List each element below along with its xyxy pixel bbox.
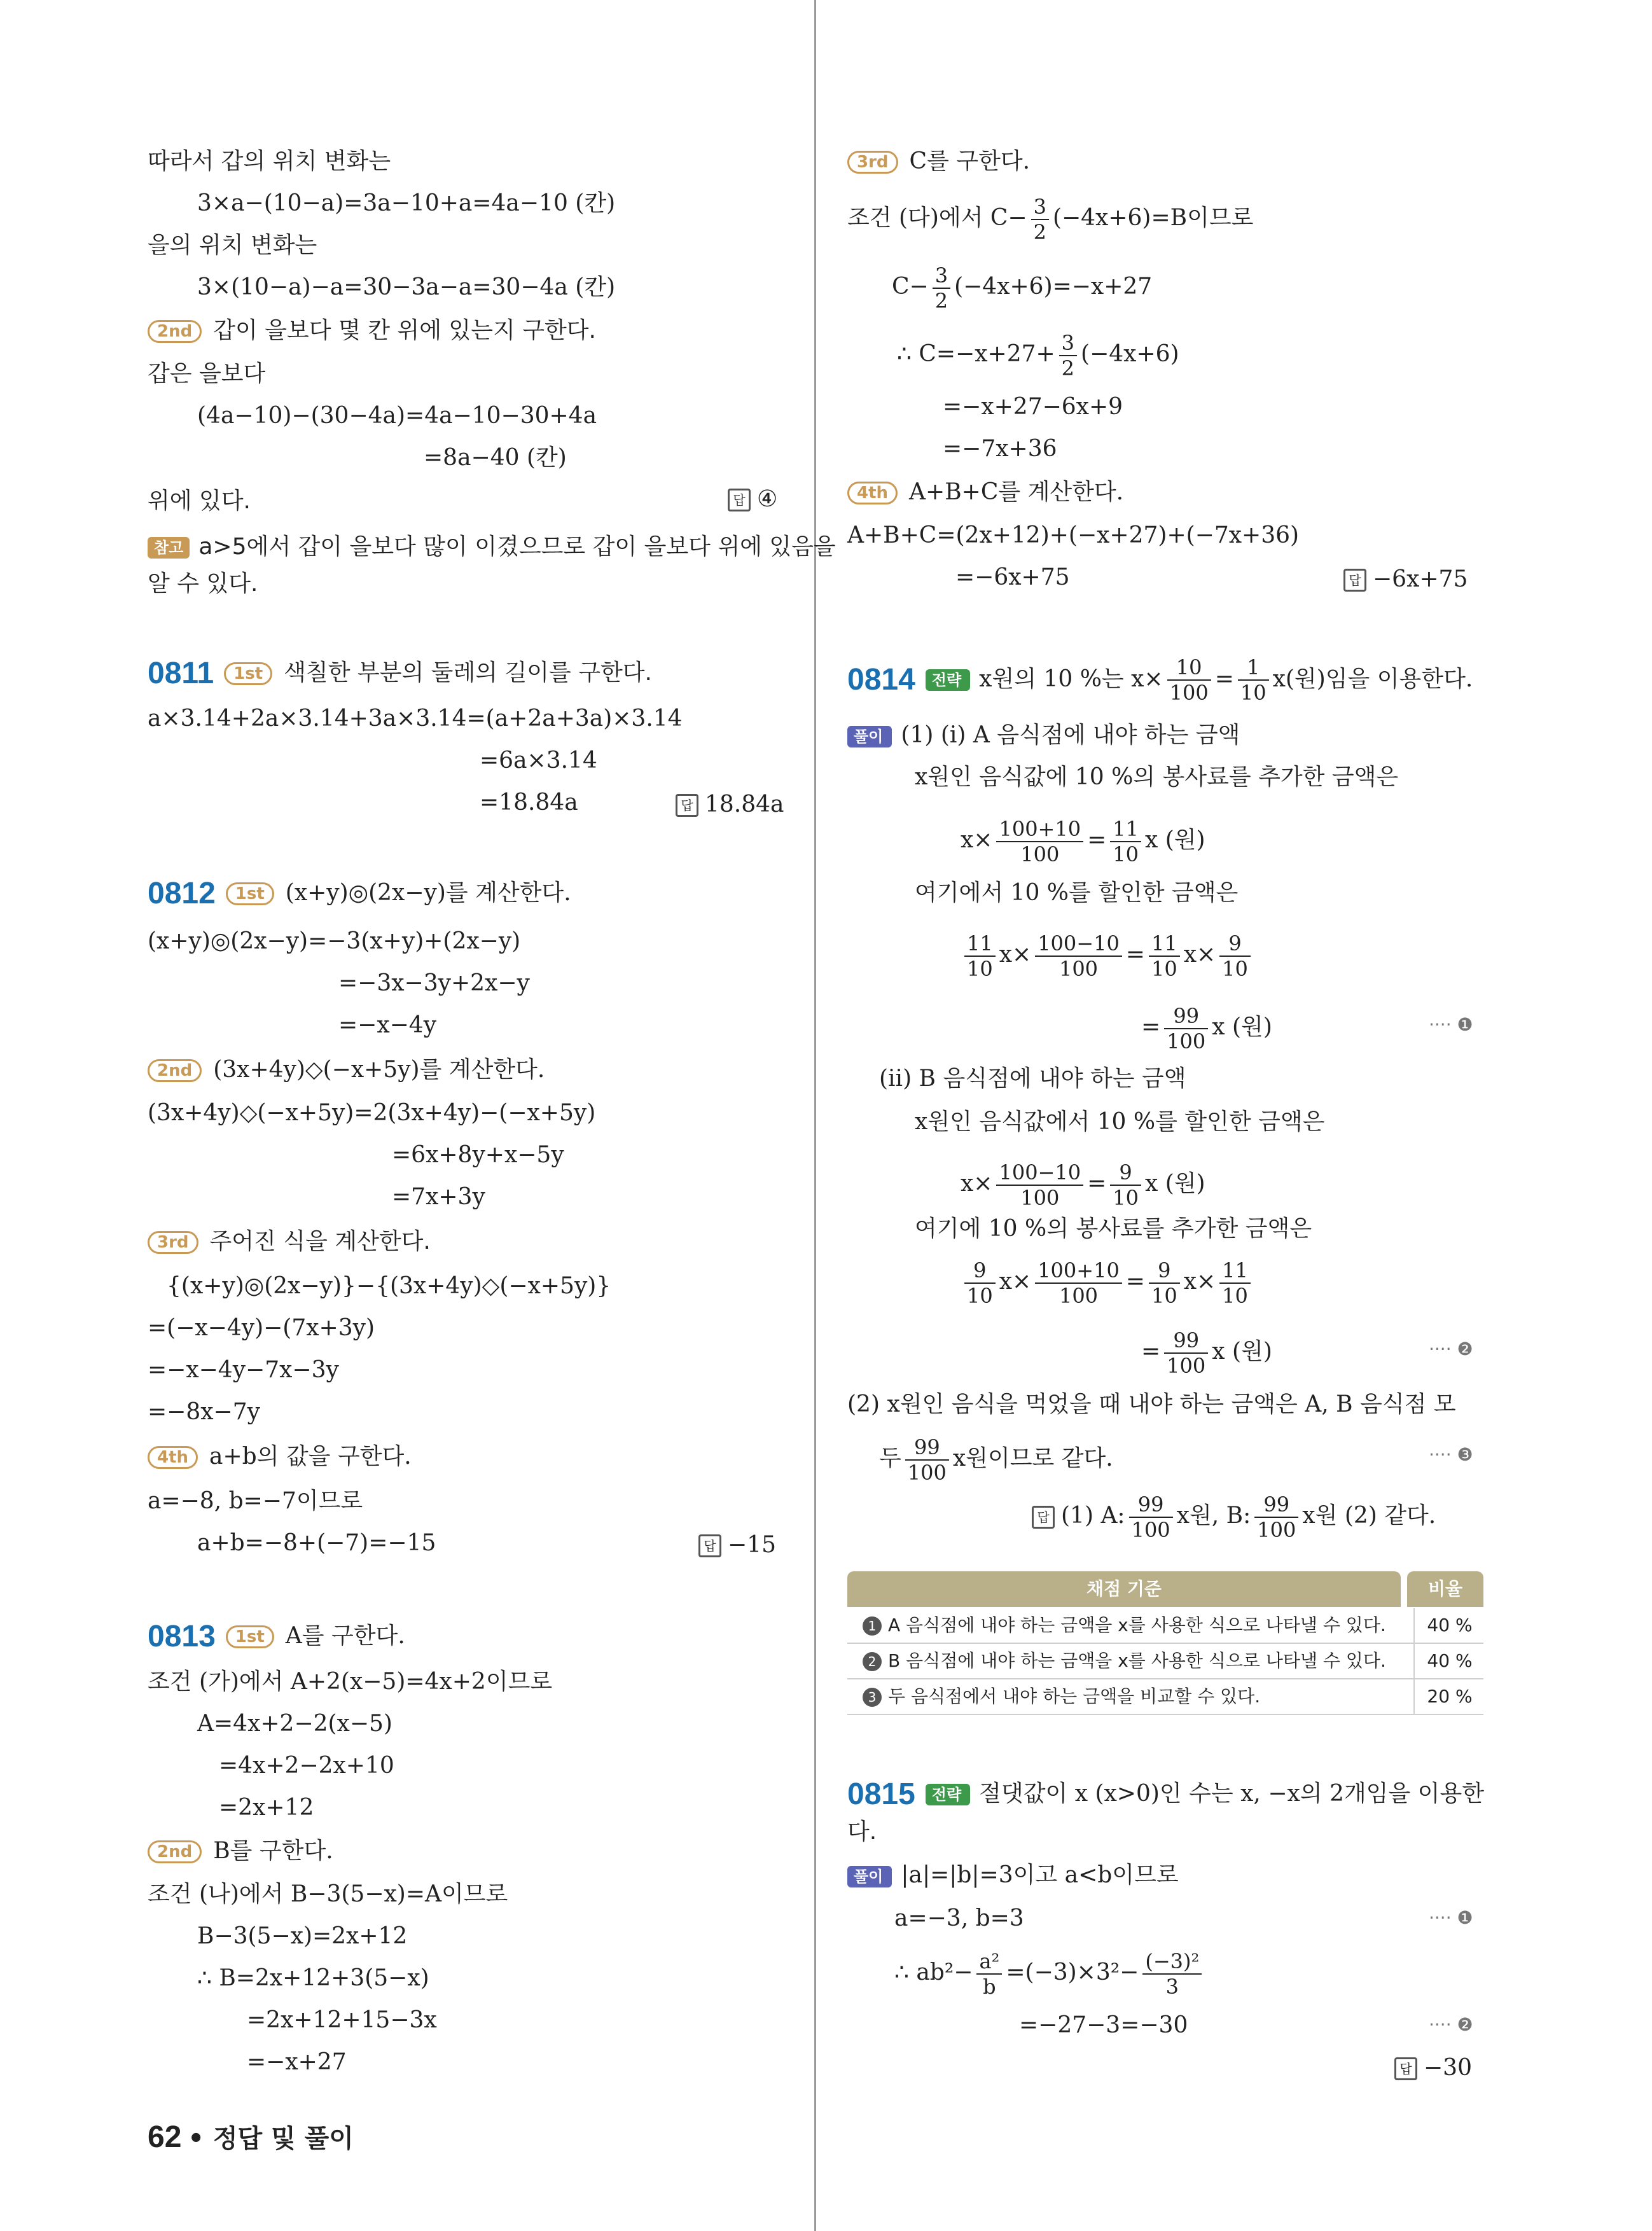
equation: x× $\frac{100+10}{100}$ = $\frac{11}{10}$ x (원) xyxy=(961,817,1205,866)
fraction: $\frac{10}{100}$ xyxy=(1167,655,1211,705)
solution-tag: 풀이 xyxy=(847,726,892,747)
answer-value: −6x+75 xyxy=(1373,566,1468,592)
equation: 3×(10−a)−a=30−3a−a=30−4a (칸) xyxy=(197,274,616,300)
equation: A=4x+2−2(x−5) xyxy=(197,1711,392,1737)
footer-label: • 정답 및 풀이 xyxy=(188,2124,354,2153)
question-heading: 0814 전략 x원의 10 %는 x× $\frac{10}{100}$ = $\frac{1}{10}$ x(원)임을 이용한다. xyxy=(847,655,1473,705)
equation: =−7x+36 xyxy=(943,436,1057,462)
answer-value: ④ xyxy=(757,486,778,512)
equation: =−27−3=−30 xyxy=(1019,2012,1188,2038)
score-mark: ···· ❶ xyxy=(1429,1907,1473,1928)
answer-value: 18.84a xyxy=(705,791,784,817)
strategy-tag: 전략 xyxy=(926,669,970,691)
answer: 답 (1) A: $\frac{99}{100}$ x원, B: $\frac{99}{100}$ x원 (2) 같다. xyxy=(1032,1492,1436,1542)
equation: =−x+27 xyxy=(247,2049,347,2075)
step-badge: 2nd xyxy=(148,1840,202,1863)
equation: =4x+2−2x+10 xyxy=(219,1753,394,1779)
step-line xyxy=(148,1836,333,1866)
note-text: a>5에서 갑이 을보다 많이 이겼으므로 갑이 을보다 위에 있음을 xyxy=(198,534,836,560)
equation: 조건 (가)에서 A+2(x−5)=4x+2이므로 xyxy=(148,1669,553,1695)
step-badge: 2nd xyxy=(148,1059,202,1082)
equation: (3x+4y)◇(−x+5y)=2(3x+4y)−(−x+5y) xyxy=(148,1100,596,1126)
table-header-ratio: 비율 xyxy=(1407,1571,1483,1607)
equation: =−8x−7y xyxy=(148,1399,260,1425)
step-badge: 4th xyxy=(847,482,898,504)
step-badge: 2nd xyxy=(148,320,202,343)
step-line xyxy=(148,1055,545,1085)
question-number: 0812 xyxy=(148,877,216,910)
equation: a×3.14+2a×3.14+3a×3.14=(a+2a+3a)×3.14 xyxy=(148,705,683,732)
text-line: 위에 있다. xyxy=(148,488,251,514)
equation: =−3x−3y+2x−y xyxy=(338,970,530,996)
text-line: (ii) B 음식점에 내야 하는 금액 xyxy=(879,1066,1186,1092)
step-line xyxy=(847,146,1030,177)
answer xyxy=(1343,566,1468,592)
fraction: $\frac{3}{2}$ xyxy=(1031,195,1049,244)
step-badge: 3rd xyxy=(847,151,898,174)
step-badge: 1st xyxy=(226,1625,274,1648)
text-line: 갑은 을보다 xyxy=(148,361,266,387)
equation: =8a−40 (칸) xyxy=(424,445,567,471)
equation: =(−x−4y)−(7x+3y) xyxy=(148,1315,375,1341)
table-row: 1 A 음식점에 내야 하는 금액을 x를 사용한 식으로 나타낼 수 있다. 40 % xyxy=(847,1608,1483,1644)
equation: (x+y)◎(2x−y)=−3(x+y)+(2x−y) xyxy=(148,928,521,954)
fraction: $\frac{3}{2}$ xyxy=(933,263,950,313)
step-line xyxy=(148,1227,431,1257)
step-title: (3x+4y)◇(−x+5y)를 계산한다. xyxy=(213,1057,545,1083)
equation: 조건 (다)에서 C− $\frac{3}{2}$ (−4x+6)=B이므로 xyxy=(847,195,1254,244)
answer xyxy=(698,1532,776,1558)
answer-mark-icon: 답 xyxy=(676,794,698,817)
text-line: x원인 음식값에서 10 %를 할인한 금액은 xyxy=(915,1109,1325,1135)
text-line: 따라서 갑의 위치 변화는 xyxy=(148,148,391,174)
step-title: 주어진 식을 계산한다. xyxy=(209,1228,431,1255)
text-line: 을의 위치 변화는 xyxy=(148,232,317,258)
note-line xyxy=(148,532,836,562)
left-column xyxy=(148,0,836,2231)
score-mark: ···· ❶ xyxy=(1429,1014,1473,1035)
score-mark: ···· ❷ xyxy=(1429,1338,1473,1359)
equation: = $\frac{99}{100}$ x (원) xyxy=(1141,1004,1272,1053)
equation: 3×a−(10−a)=3a−10+a=4a−10 (칸) xyxy=(197,190,616,216)
table-row: 2 B 음식점에 내야 하는 금액을 x를 사용한 식으로 나타낼 수 있다. 40 % xyxy=(847,1644,1483,1679)
step-title: A를 구한다. xyxy=(285,1623,405,1649)
question-heading xyxy=(148,878,571,909)
page-number: 62 xyxy=(148,2120,182,2154)
text-line: x원인 음식값에 10 %의 봉사료를 추가한 금액은 xyxy=(915,764,1399,790)
equation: ∴ C=−x+27+ $\frac{3}{2}$ (−4x+6) xyxy=(897,331,1179,380)
fraction: $\frac{1}{10}$ xyxy=(1238,655,1269,705)
note-line: 알 수 있다. xyxy=(148,571,258,597)
fraction: $\frac{3}{2}$ xyxy=(1059,331,1077,380)
equation: x× $\frac{100-10}{100}$ = $\frac{9}{10}$ x (원) xyxy=(961,1160,1205,1210)
step-title: 색칠한 부분의 둘레의 길이를 구한다. xyxy=(284,660,652,686)
table-row: 3 두 음식점에서 내야 하는 금액을 비교할 수 있다. 20 % xyxy=(847,1679,1483,1715)
step-title: a+b의 값을 구한다. xyxy=(209,1443,412,1470)
equation: C− $\frac{3}{2}$ (−4x+6)=−x+27 xyxy=(892,263,1153,313)
equation: =−x+27−6x+9 xyxy=(943,394,1123,420)
question-heading xyxy=(148,658,652,689)
answer-value: −30 xyxy=(1424,2055,1472,2081)
text-line: 다. xyxy=(847,1819,877,1845)
answer-value: −15 xyxy=(728,1532,776,1558)
answer-mark-icon: 답 xyxy=(1343,569,1366,592)
answer-mark-icon: 답 xyxy=(698,1534,721,1557)
equation: =7x+3y xyxy=(392,1184,485,1210)
equation: a+b=−8+(−7)=−15 xyxy=(197,1530,436,1556)
note-tag: 참고 xyxy=(148,537,190,559)
answer xyxy=(1394,2055,1472,2081)
step-title: (x+y)◎(2x−y)를 계산한다. xyxy=(285,880,571,906)
equation: =6a×3.14 xyxy=(480,747,597,774)
step-title: 갑이 을보다 몇 칸 위에 있는지 구한다. xyxy=(213,317,596,344)
solution-tag: 풀이 xyxy=(847,1866,892,1887)
equation: $\frac{11}{10}$ x× $\frac{100-10}{100}$ = $\frac{11}{10}$ x× $\frac{9}{10}$ xyxy=(961,931,1254,981)
step-line xyxy=(148,1442,412,1472)
equation: =18.84a xyxy=(480,789,578,816)
question-heading xyxy=(148,1621,405,1652)
strategy-tag: 전략 xyxy=(926,1784,970,1805)
page-footer xyxy=(148,2118,354,2155)
equation: ∴ B=2x+12+3(5−x) xyxy=(197,1965,429,1991)
equation: 조건 (나)에서 B−3(5−x)=A이므로 xyxy=(148,1881,508,1907)
score-mark: ···· ❷ xyxy=(1429,2014,1473,2035)
table-header-criteria: 채점 기준 xyxy=(847,1571,1401,1607)
equation: =−x−4y xyxy=(338,1012,437,1038)
text-line: 여기에 10 %의 봉사료를 추가한 금액은 xyxy=(915,1216,1312,1242)
equation: 두 $\frac{99}{100}$ x원이므로 같다. xyxy=(879,1435,1113,1485)
step-title: C를 구한다. xyxy=(909,148,1031,174)
solution-line: 풀이 |a|=|b|=3이고 a<b이므로 xyxy=(847,1860,1179,1891)
question-number: 0813 xyxy=(148,1620,216,1653)
equation: =2x+12+15−3x xyxy=(247,2007,437,2033)
answer-mark-icon: 답 xyxy=(1032,1506,1055,1529)
equation: $\frac{9}{10}$ x× $\frac{100+10}{100}$ = $\frac{9}{10}$ x× $\frac{11}{10}$ xyxy=(961,1258,1254,1308)
equation: ∴ ab²− $\frac{\text{a²}}{b}$ =(−3)×3²− $\frac{\text{(−3)²}}{3}$ xyxy=(894,1949,1205,1999)
equation: =6x+8y+x−5y xyxy=(392,1142,564,1168)
question-heading: 0815 전략 절댓값이 x (x>0)인 수는 x, −x의 2개임을 이용한 xyxy=(847,1777,1485,1811)
answer xyxy=(728,486,777,512)
right-column xyxy=(847,0,1483,2231)
solution-line: 풀이 (1) (i) A 음식점에 내야 하는 금액 xyxy=(847,720,1240,751)
equation: a=−3, b=3 xyxy=(894,1905,1024,1931)
equation: =2x+12 xyxy=(219,1795,314,1821)
step-badge: 3rd xyxy=(148,1231,198,1254)
question-number: 0815 xyxy=(847,1777,915,1811)
text-line: (2) x원인 음식을 먹었을 때 내야 하는 금액은 A, B 음식점 모 xyxy=(847,1391,1456,1417)
equation: =−x−4y−7x−3y xyxy=(148,1357,339,1383)
step-badge: 1st xyxy=(224,662,272,685)
question-number: 0814 xyxy=(847,663,915,697)
question-number: 0811 xyxy=(148,657,214,690)
equation: =−6x+75 xyxy=(955,564,1070,590)
column-divider xyxy=(814,0,816,2231)
answer xyxy=(676,791,784,817)
answer-mark-icon: 답 xyxy=(728,489,751,511)
step-badge: 1st xyxy=(226,882,274,905)
equation: {(x+y)◎(2x−y)}−{(3x+4y)◇(−x+5y)} xyxy=(167,1273,611,1299)
equation: = $\frac{99}{100}$ x (원) xyxy=(1141,1328,1272,1378)
text-line: 여기에서 10 %를 할인한 금액은 xyxy=(915,880,1239,906)
step-badge: 4th xyxy=(148,1446,198,1469)
step-line xyxy=(847,477,1123,508)
equation: a=−8, b=−7이므로 xyxy=(148,1488,363,1514)
equation: (4a−10)−(30−4a)=4a−10−30+4a xyxy=(197,403,597,429)
step-line xyxy=(148,316,596,346)
step-title: B를 구한다. xyxy=(213,1838,333,1864)
answer-mark-icon: 답 xyxy=(1394,2057,1417,2080)
score-mark: ···· ❸ xyxy=(1429,1444,1473,1465)
equation: A+B+C=(2x+12)+(−x+27)+(−7x+36) xyxy=(847,522,1300,548)
step-title: A+B+C를 계산한다. xyxy=(909,479,1124,505)
equation: B−3(5−x)=2x+12 xyxy=(197,1923,408,1949)
